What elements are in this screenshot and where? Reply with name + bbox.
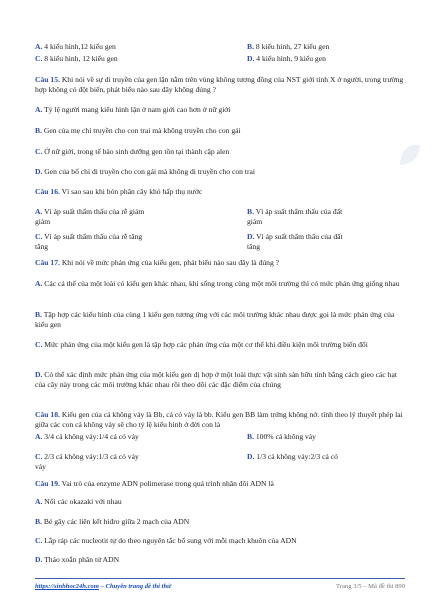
footer-page-number: Trang 3/5 – Mã đề thi 890 (336, 583, 405, 590)
q18-option-b: B. 100% cá không vảy (247, 432, 316, 441)
q18-option-a: A. 3/4 cá không vảy:1/4 cá có vảy (35, 432, 139, 441)
q17-option-a: A. Các cá thể của một loài có kiểu gen khác nhau, khi sống trong cùng một môi trường thì có mức phản ứng giống nhau (35, 279, 400, 288)
question-17: Câu 17. Khi nói về mức phản ứng của kiểu gen, phát biểu nào sau đây là đúng ? (35, 258, 280, 267)
footer-divider (35, 578, 405, 579)
option-d: D. 4 kiểu hình, 9 kiểu gen (247, 54, 326, 63)
q17-option-c: C. Mức phản ứng của một kiểu gen là tập hợp các phản ứng của một cơ thể khi điều kiện môi trường biến đổi (35, 340, 368, 349)
option-b: B. 8 kiểu hình, 27 kiểu gen (247, 42, 330, 51)
q15-option-c: C. Ở nữ giới, trong tế bào sinh dưỡng gen tồn tại thành cặp alen (35, 147, 230, 156)
question-18: Câu 18. Kiểu gen của cá không vảy là Bb, cá có vảy là bb. Kiểu gen BB làm trứng không nở. tính theo lý thuyết phép lai giữa các con cá không vảy sẽ cho tỷ lệ kiểu hình ở đời con là (35, 410, 403, 429)
question-19: Câu 19. Vai trò của enzyme ADN polimerase trong quá trình nhân đôi ADN là (35, 479, 274, 488)
question-15: Câu 15. Khi nói về sự di truyền của gen lặn nằm trên vùng không tương đồng của NST giới tính X ở người, trong trường hợp không có đột biến, phát biểu nào sau đây không đúng ? (35, 75, 404, 94)
q16-option-c-cont: tăng (35, 242, 49, 251)
q16-option-a-cont: giảm (35, 217, 51, 226)
q15-option-b: B. Gen của mẹ chỉ truyền cho con trai mà không truyền cho con gái (35, 126, 241, 135)
footer (35, 583, 405, 590)
prev-question-options (35, 42, 405, 64)
question-16: Câu 16. Vì sao sau khi bón phân cây khó hấp thụ nước (35, 187, 203, 196)
q16-option-b-cont: giảm (247, 217, 263, 226)
q18-option-c: C. 2/3 cá không vảy:1/3 cá có vảy (35, 452, 139, 461)
q19-option-a: A. Nối các okazaki với nhau (35, 497, 122, 506)
q16-option-d: D. Vì áp suất thẩm thấu của đất (247, 232, 343, 241)
q16-options-ab (35, 207, 405, 229)
q17-option-d: D. Có thể xác định mức phản ứng của một kiểu gen dị hợp ở một loài thực vật sinh sản hữu tính bằng cách gieo các hạt của cây này trong các môi trường khác nhau rồi theo dõi các đặc điểm của chúng (35, 370, 397, 389)
q18-option-d-cont: vảy (35, 462, 46, 471)
q18-options-ab (35, 432, 405, 444)
q18-options-cd (35, 452, 405, 474)
option-a: A. 4 kiểu hình,12 kiểu gen (35, 42, 116, 51)
q19-option-b: B. Bẻ gãy các liên kết hiđro giữa 2 mạch của ADN (35, 517, 190, 526)
q19-option-d: D. Tháo xoắn phân tử ADN (35, 555, 120, 564)
q16-option-c: C. Vì áp suất thẩm thấu của rễ tăng (35, 232, 143, 241)
q16-options-cd (35, 232, 405, 254)
q15-option-d: D. Gen của bố chỉ di truyền cho con gái mà không di truyền cho con trai (35, 167, 255, 176)
q16-option-a: A. Vì áp suất thẩm thấu của rễ giảm (35, 207, 145, 216)
q18-option-d: D. 1/3 cá không vảy:2/3 cá có (247, 452, 338, 461)
footer-tagline: – Chuyên trang đề thi thử (98, 583, 172, 590)
q17-option-b: B. Tập hợp các kiểu hình của cùng 1 kiểu gen tương ứng với các môi trường khác nhau được gọi là mức phản ứng của kiểu gen (35, 310, 395, 329)
q15-option-a: A. Tỷ lệ người mang kiểu hình lặn ở nam giới cao hơn ở nữ giới (35, 105, 231, 114)
q19-option-c: C. Lắp ráp các nucleotit tự do theo nguyên tắc bổ sung với mỗi mạch khuôn của ADN (35, 536, 297, 545)
watermark-leaf-icon (395, 140, 425, 170)
q16-option-b: B. Vì áp suất thẩm thấu của đất (247, 207, 343, 216)
q16-option-d-cont: tăng (247, 242, 261, 251)
option-c: C. 8 kiểu hình, 12 kiểu gen (35, 54, 118, 63)
footer-site-link[interactable]: https://sinhhoc24h.com (35, 583, 99, 590)
